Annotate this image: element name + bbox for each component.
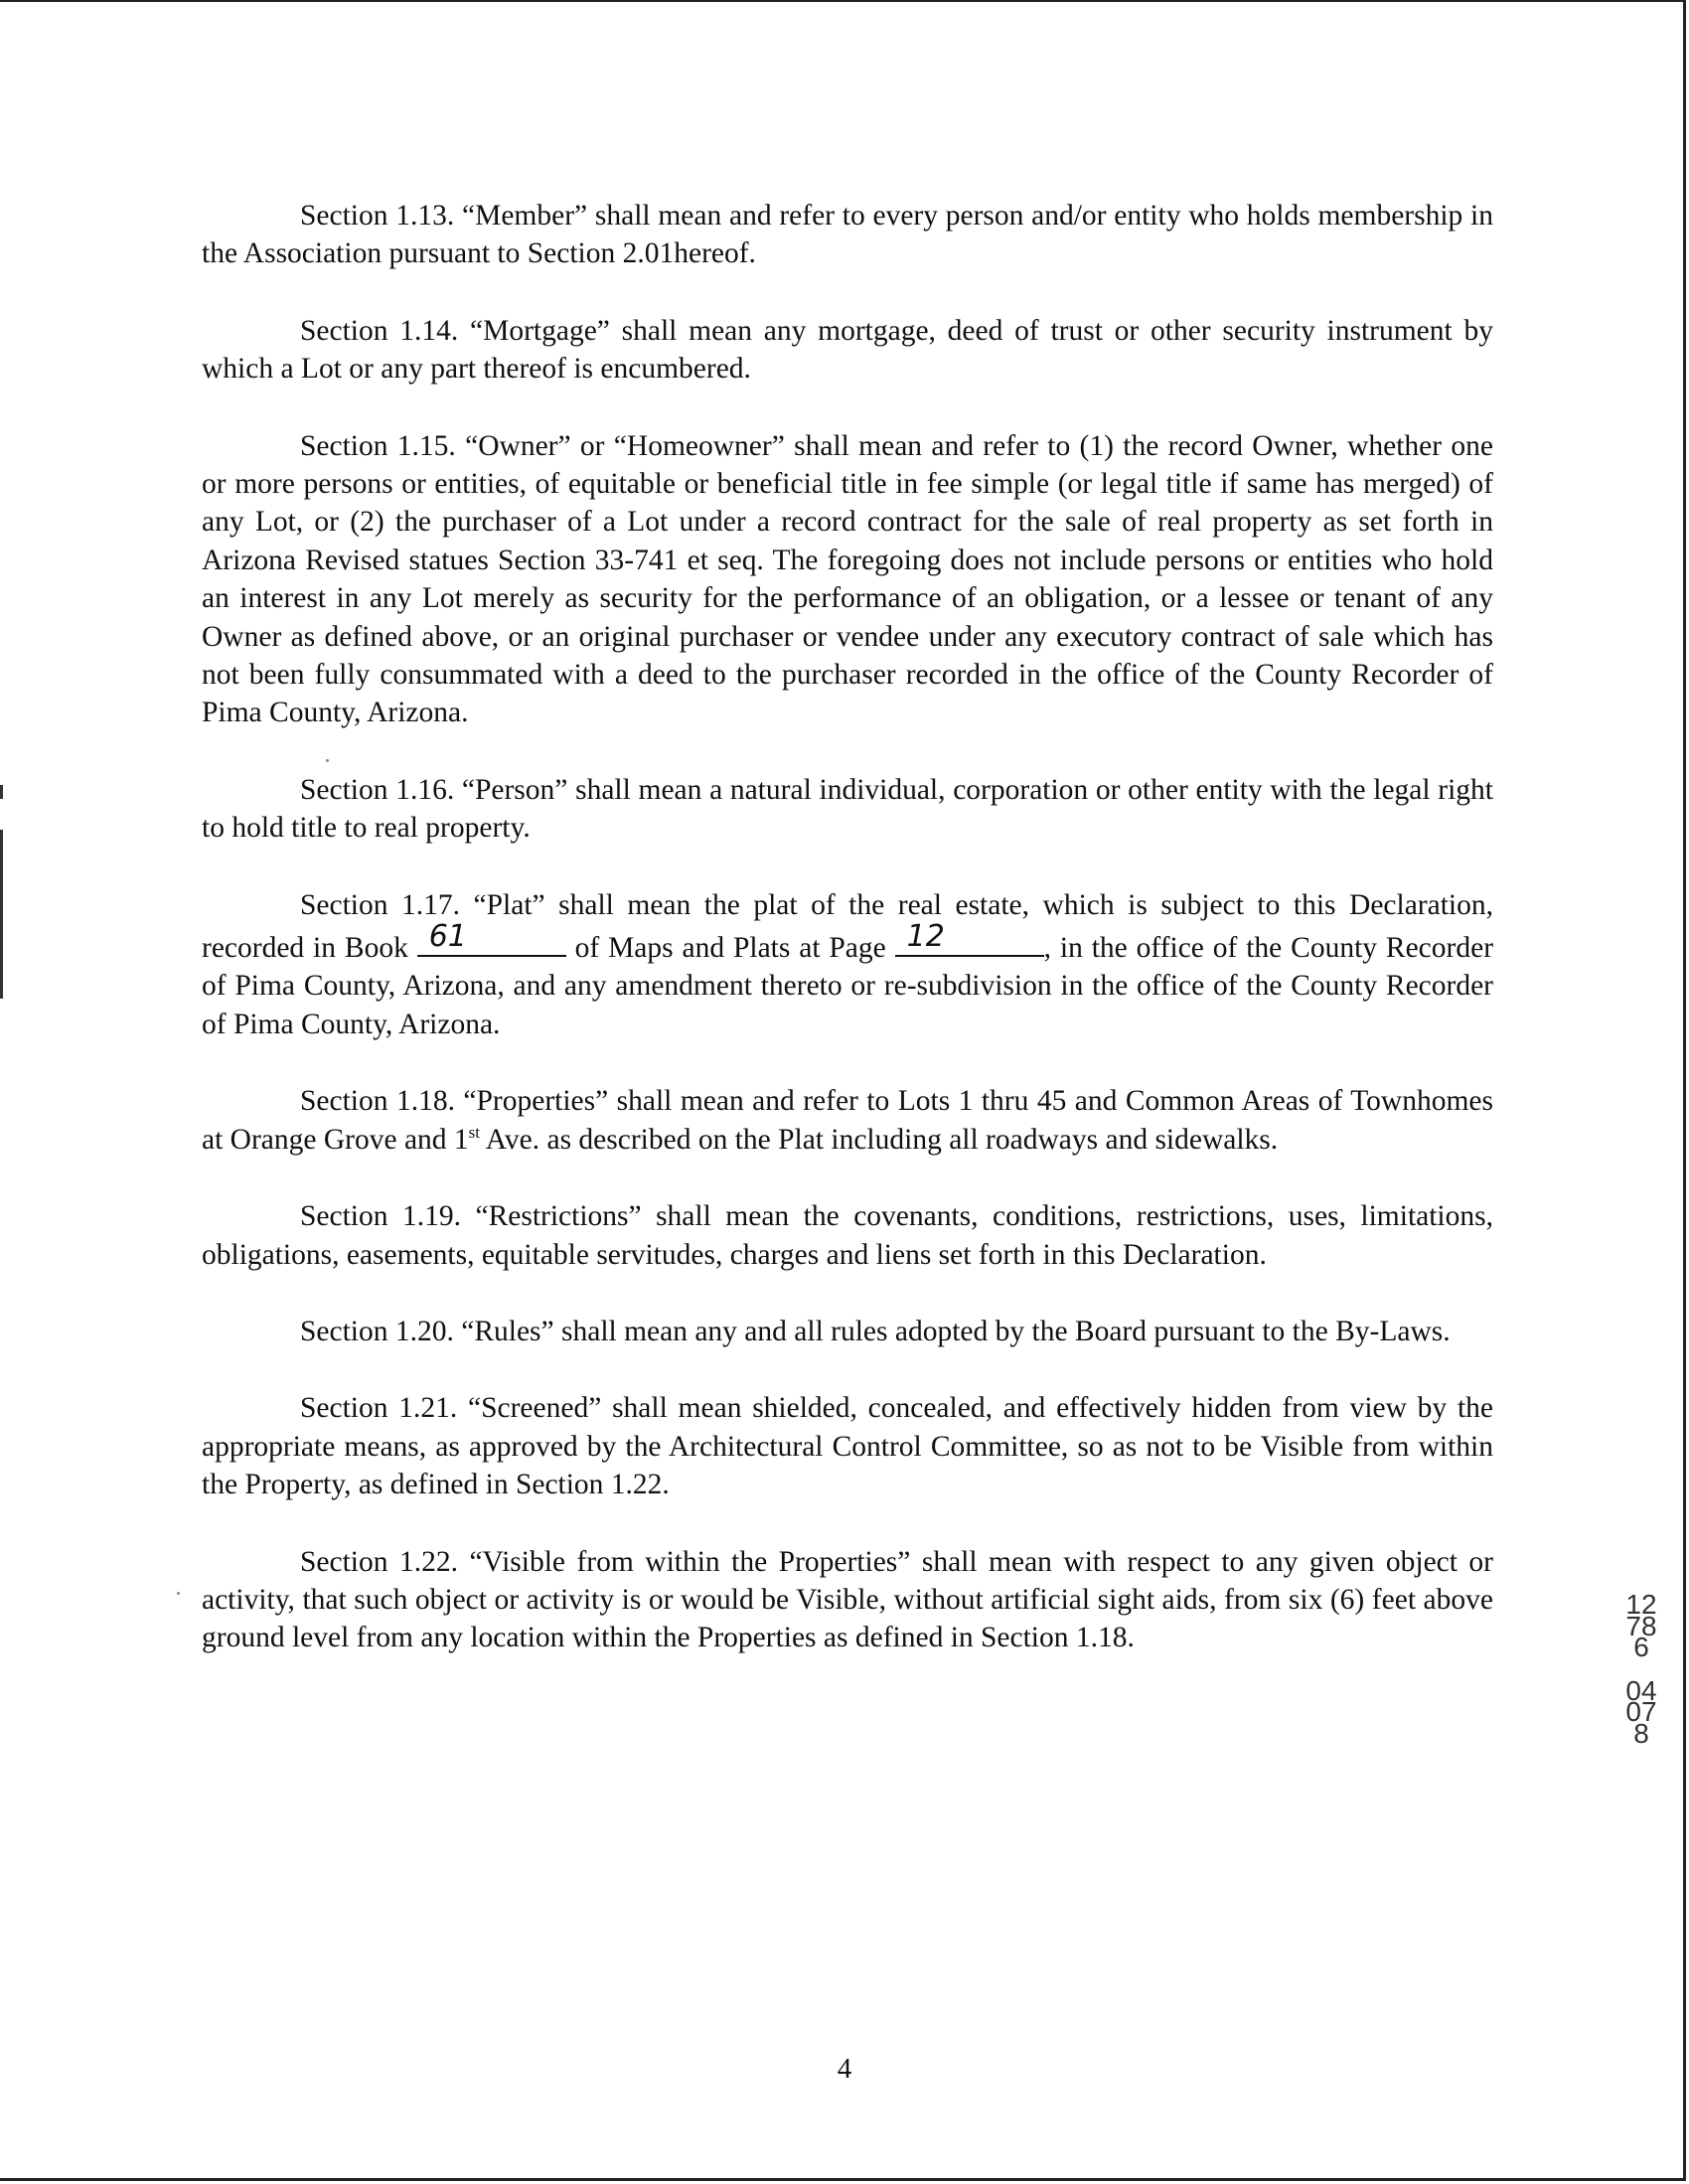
docket-number-part2: 04078 — [1625, 1674, 1657, 1749]
section-text-part2: of Maps and Plats at Page — [574, 932, 886, 965]
section-text: Section 1.14. “Mortgage” shall mean any mortgage, deed of trust or other security instrument by which a Lot or any part thereof is encumbered. — [202, 314, 1493, 386]
section-1-13 — [202, 197, 1493, 273]
scan-speck — [177, 1592, 180, 1595]
section-text: Section 1.22. “Visible from within the Properties” shall mean with respect to any given object or activity, that such object or activity is or would be Visible, without artificial sight aids, from six (6) feet above ground level from any location within the Properties as defined in Section 1.18. — [202, 1545, 1493, 1654]
section-text: Section 1.19. “Restrictions” shall mean the covenants, conditions, restrictions, uses, limitations, obligations, easements, equitable servitudes, charges and liens set forth in this Declaration. — [202, 1200, 1493, 1271]
section-text-part1: Section 1.18. “Properties” shall mean and refer to Lots 1 thru 45 and Common Areas of Townhomes at Orange Grove and 1 — [202, 1085, 1493, 1156]
page-number-blank — [895, 919, 1044, 957]
section-text: Section 1.20. “Rules” shall mean any and all rules adopted by the Board pursuant to the By-Laws. — [300, 1315, 1451, 1347]
section-1-17 — [202, 886, 1493, 1044]
handwritten-book-number: 61 — [428, 919, 467, 955]
section-1-20 — [202, 1313, 1493, 1350]
section-1-14 — [202, 312, 1493, 389]
section-text: Section 1.15. “Owner” or “Homeowner” shall mean and refer to (1) the record Owner, whether one or more persons or entities, of equitable or beneficial title in fee simple (or legal title if same has merged) of any Lot, or (2) the purchaser of a Lot under a record contract for the sale of real property as set forth in Arizona Revised statues Section 33-741 et seq. The foregoing does not include persons or entities who hold an interest in any Lot merely as security for the performance of an obligation, or a lessee or tenant of any Owner as defined above, or an original purchaser or vendee under any executory contract of sale which has not been fully consummated with a deed to the purchaser recorded in the office of the County Recorder of Pima County, Arizona. — [202, 429, 1493, 729]
document-body — [202, 197, 1493, 1696]
section-text-part3: , in the office of the County Recorder of Pima County, Arizona, and any amendment thereto or re-subdivision in the office of the County Recorder of Pima County, Arizona. — [202, 932, 1494, 1040]
section-1-22 — [202, 1543, 1493, 1657]
section-1-21 — [202, 1389, 1493, 1503]
page-number: 4 — [837, 2053, 852, 2085]
section-text: Section 1.16. “Person” shall mean a natural individual, corporation or other entity with the legal right to hold title to real property. — [202, 773, 1493, 845]
section-1-18 — [202, 1082, 1493, 1159]
section-1-15 — [202, 427, 1493, 732]
section-1-16 — [202, 771, 1493, 848]
ordinal-suffix: st — [468, 1122, 481, 1142]
section-text-part1: Section 1.17. “Plat” shall mean the plat of the real estate, which is subject to this Declaration, recorded in Book — [202, 888, 1493, 965]
docket-number-part1: 12786 — [1625, 1589, 1657, 1662]
section-text: Section 1.21. “Screened” shall mean shielded, concealed, and effectively hidden from view by the appropriate means, as approved by the Architectural Control Committee, so as not to be Visible from within the Property, as defined in Section 1.22. — [202, 1392, 1493, 1501]
section-text: Section 1.13. “Member” shall mean and refer to every person and/or entity who holds membership in the Association pursuant to Section 2.01hereof. — [202, 200, 1493, 270]
docket-number-stamp — [1621, 1589, 1661, 1749]
section-1-19 — [202, 1197, 1493, 1274]
left-edge-mark — [0, 785, 3, 799]
section-text-part2: Ave. as described on the Plat including all roadways and sidewalks. — [480, 1123, 1279, 1156]
handwritten-page-number: 12 — [906, 919, 945, 955]
left-edge-mark — [0, 830, 3, 999]
book-number-blank — [417, 919, 566, 957]
